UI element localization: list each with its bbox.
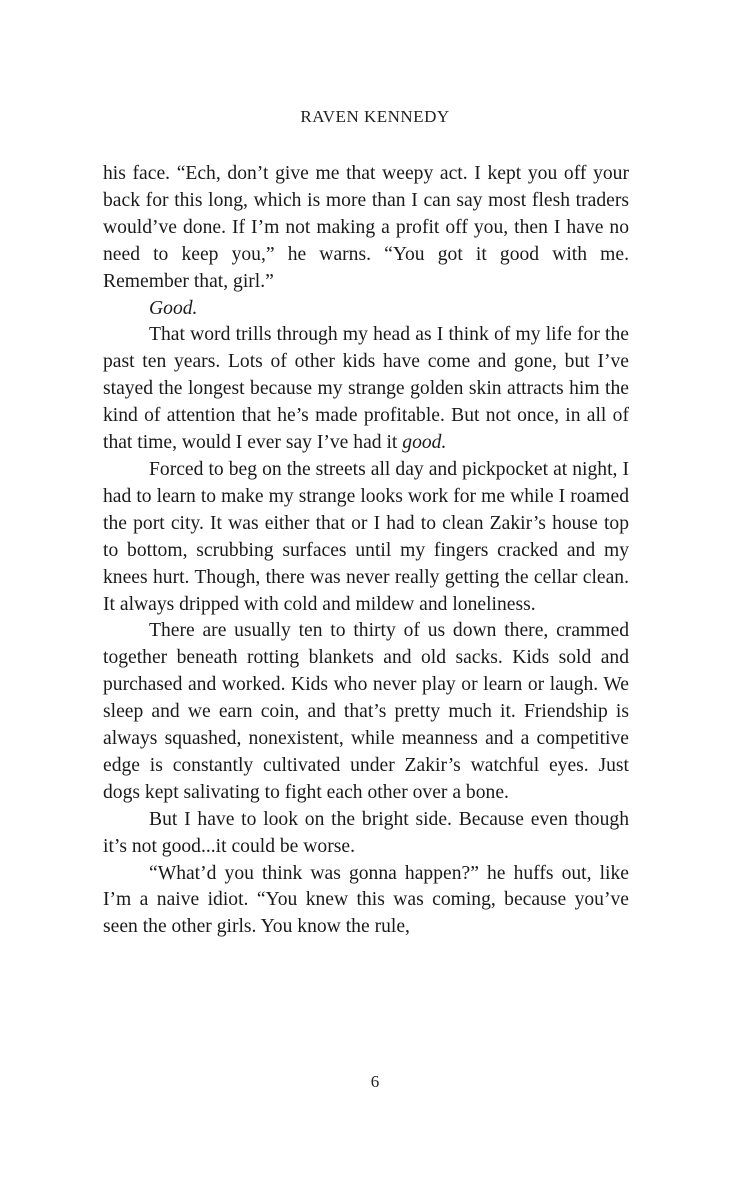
- paragraph-text: But I have to look on the bright side. Because even though it’s not good...it could be worse.: [103, 808, 629, 857]
- running-head-author: RAVEN KENNEDY: [300, 107, 450, 126]
- paragraph-text: his face. “Ech, don’t give me that weepy act. I kept you off your back for this long, which is more than I can say most flesh traders would’ve done. If I’m not making a profit off you, then I have no need to keep you,” he warns. “You got it good with me. Remember that, girl.”: [103, 163, 629, 292]
- paragraph-1: [103, 161, 629, 296]
- paragraph-7: [103, 861, 629, 942]
- body-text: [103, 161, 629, 941]
- paragraph-emphasis: good.: [402, 432, 447, 454]
- paragraph-emphasis: Good.: [149, 297, 198, 319]
- paragraph-3: [103, 322, 629, 457]
- paragraph-text: There are usually ten to thirty of us down there, crammed together beneath rotting blankets and old sacks. Kids sold and purchased and worked. Kids who never play or learn or laugh. We sleep and we earn coin, and that’s pretty much it. Friendship is always squashed, nonexistent, while meanness and a competitive edge is constantly cultivated under Zakir’s watchful eyes. Just dogs kept salivating to fight each other over a bone.: [103, 620, 629, 803]
- paragraph-text: That word trills through my head as I think of my life for the past ten years. Lots of other kids have come and gone, but I’ve stayed the longest because my strange golden skin attracts him the kind of attention that he’s made profitable. But not once, in all of that time, would I ever say I’ve had it: [103, 324, 629, 454]
- paragraph-text: Forced to beg on the streets all day and pickpocket at night, I had to learn to make my strange looks work for me while I roamed the port city. It was either that or I had to clean Zakir’s house top to bottom, scrubbing surfaces until my fingers cracked and my knees hurt. Though, there was never really getting the cellar clean. It always dripped with cold and mildew and loneliness.: [103, 458, 629, 615]
- paragraph-text: “What’d you think was gonna happen?” he huffs out, like I’m a naive idiot. “You knew this was coming, because you’ve seen the other girls. You know the rule,: [103, 862, 629, 938]
- paragraph-4: [103, 457, 629, 618]
- paragraph-6: [103, 807, 629, 861]
- paragraph-5: [103, 618, 629, 806]
- paragraph-2: [103, 296, 629, 323]
- page-number: 6: [370, 1072, 380, 1091]
